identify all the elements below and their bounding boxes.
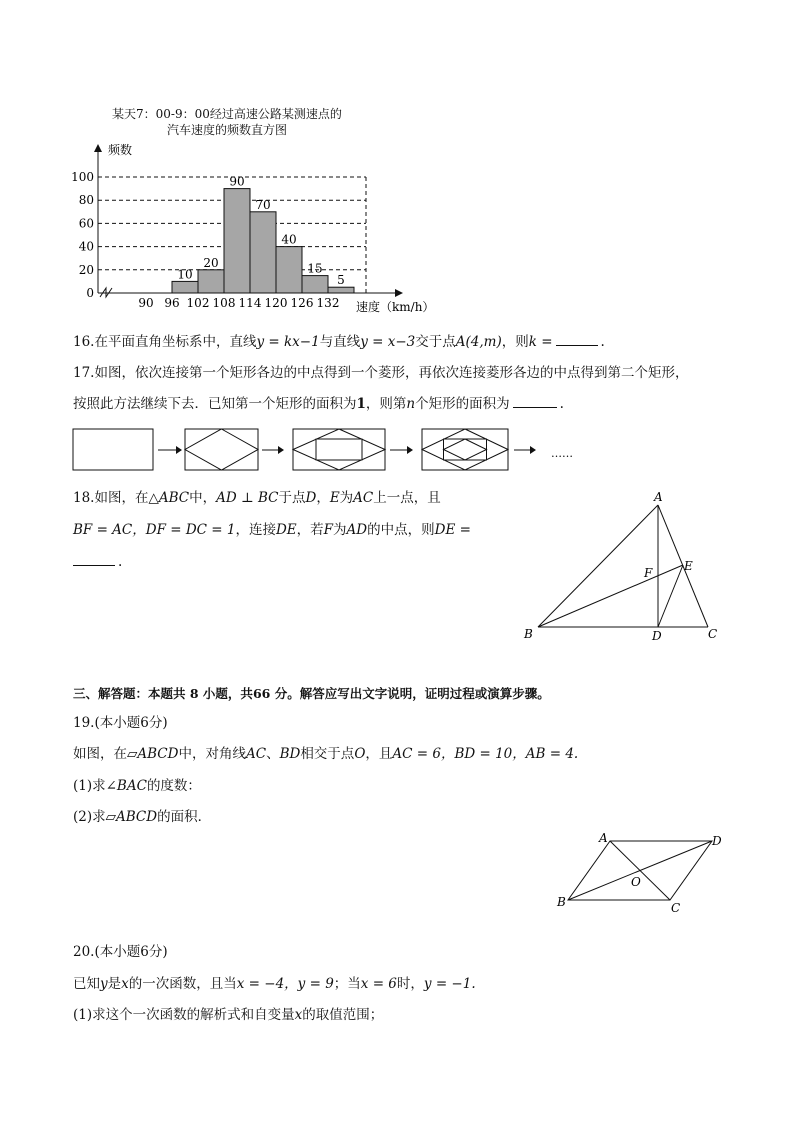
histogram-bar (198, 270, 224, 293)
section3-text-a: 三、解答题：本题共 (73, 686, 186, 701)
bar-value-label: 90 (229, 174, 245, 189)
figure-rect-2 (185, 429, 258, 470)
q19-p1-text-a: (1)求 (73, 778, 106, 794)
q16-k: k = (528, 334, 553, 350)
q18-text-e: 为 (339, 490, 354, 506)
q18-DE: DE (275, 522, 297, 538)
histogram-bar (302, 276, 328, 293)
q19-BD: BD (279, 746, 301, 762)
q18-text-i: 为 (333, 522, 347, 538)
y-axis-label: 频数 (108, 143, 133, 157)
section3-text-c: 分。解答应写出文字说明，证明过程或演算步骤。 (270, 686, 550, 701)
q18-answer-blank[interactable] (73, 552, 115, 566)
q17-text-a: 按照此方法继续下去．已知第一个矩形的面积为 (73, 396, 357, 412)
q18-triangle-figure (515, 488, 735, 648)
x-tick-label: 102 (186, 296, 210, 310)
q20-part1 (73, 1005, 383, 1025)
q18-text-c: 于点 (278, 490, 306, 506)
q18-DE2: DE = (434, 522, 471, 538)
q18-F: F (323, 522, 334, 538)
q20-text-a: 已知 (73, 976, 100, 992)
q19-statement (73, 744, 578, 764)
q17-text-c: 个矩形的面积为 (415, 396, 510, 412)
bar-value-label: 10 (177, 267, 193, 282)
question-17-line2 (73, 394, 564, 414)
q18-D: D (305, 490, 317, 506)
histogram-bar (276, 247, 302, 293)
label-D: D (712, 834, 722, 848)
q16-expr1: y = kx−1 (256, 334, 320, 350)
q19-values: AC = 6，BD = 10，AB = 4. (392, 746, 579, 762)
q20-cond1: x = −4，y = 9 (236, 976, 334, 992)
q20-statement (73, 974, 476, 994)
q18-end: . (118, 554, 123, 570)
q19-parallelogram-figure (552, 830, 732, 920)
q20-heading: 20.(本小题6分) (73, 944, 168, 960)
y-axis-arrow-icon (94, 144, 102, 152)
x-tick-label: 120 (264, 296, 288, 310)
x-tick-label: 126 (290, 296, 314, 310)
q20-p1-text-a: (1)求这个一次函数的解析式和自变量 (73, 1007, 295, 1023)
figure-rect-3 (293, 429, 385, 470)
x-tick-label: 132 (316, 296, 340, 310)
label-C: C (708, 627, 718, 641)
q19-text-a: 如图，在 (73, 746, 127, 762)
q18-E: E (329, 490, 340, 506)
label-O: O (631, 875, 641, 889)
q18-AD: AD (346, 522, 368, 538)
q16-text-mid2: 交于点 (415, 334, 456, 350)
question-18-line1 (73, 488, 441, 508)
q20-text-d: ；当 (333, 976, 361, 992)
question-18-line3 (73, 552, 122, 572)
x-tick-label: 90 (138, 296, 154, 310)
y-tick-label: 80 (78, 193, 94, 208)
q19-p2-text-b: 的面积． (157, 809, 212, 825)
q18-text-d: ， (316, 490, 330, 506)
histogram-svg (60, 100, 460, 320)
figure-rect-4 (422, 429, 508, 470)
q18-text-j: 的中点，则 (367, 522, 435, 538)
figure-rect-1 (73, 429, 153, 470)
q16-end: . (600, 334, 605, 350)
question-18-line2 (73, 520, 471, 540)
bar-value-label: 70 (255, 197, 271, 212)
histogram-bar (172, 281, 198, 293)
q20-x: x (121, 976, 129, 992)
section3-n66: 66 (252, 686, 271, 701)
q19-angle: ∠BAC (105, 778, 147, 794)
arrow-icon (530, 446, 536, 454)
q18-conditions: BF = AC，DF = DC = 1 (73, 522, 236, 538)
label-B: B (557, 895, 566, 909)
chart-title-line1: 某天7：00-9：00经过高速公路某测速点的 (112, 107, 342, 121)
label-C: C (671, 901, 681, 915)
q16-text-tail: ，则 (501, 334, 529, 350)
q19-p1-text-b: 的度数： (146, 778, 201, 794)
q16-point: A(4,m) (455, 334, 502, 350)
chart-title-line2: 汽车速度的频数直方图 (167, 123, 288, 137)
q20-text-c: 的一次函数，且当 (128, 976, 237, 992)
q20-text-b: 是 (107, 976, 122, 992)
q17-answer-blank[interactable] (513, 394, 557, 408)
q17-ellipsis: …… (551, 447, 573, 460)
q18-text-g: ，连接 (235, 522, 276, 538)
x-tick-label: 96 (164, 296, 180, 310)
q18-text-f: 上一点，且 (373, 490, 441, 506)
question-17-line1: 17.如图，依次连接第一个矩形各边的中点得到一个菱形，再依次连接菱形各边的中点得到第二个矩形， (73, 365, 689, 381)
q18-text-h: ，若 (296, 522, 324, 538)
q19-part2 (73, 807, 211, 827)
label-D: D (652, 629, 662, 643)
x-tick-label: 114 (238, 296, 262, 310)
q18-AC: AC (353, 490, 374, 506)
histogram-bar (328, 287, 354, 293)
q17-rectangle-sequence-figure (70, 426, 590, 476)
q18-triangle: △ABC (148, 490, 190, 506)
q16-expr2: y = x−3 (360, 334, 416, 350)
q20-p1-text-b: 的取值范围； (302, 1007, 384, 1023)
x-axis-arrow-icon (395, 289, 403, 297)
label-E: E (684, 559, 693, 573)
q16-text: 16.在平面直角坐标系中，直线 (73, 334, 257, 350)
q17-end: . (559, 396, 564, 412)
q20-cond3: y = −1. (423, 976, 476, 992)
arrow-icon (278, 446, 284, 454)
q17-n: n (406, 396, 416, 412)
q19-sep: 、 (266, 746, 280, 762)
q17-one: 1 (356, 396, 366, 412)
section3-n8: 8 (185, 686, 203, 701)
y-tick-label: 20 (78, 262, 94, 277)
section3-text-b: 小题，共 (202, 686, 253, 701)
q19-parallelogram: ▱ABCD (127, 746, 179, 762)
bar-value-label: 20 (203, 255, 219, 270)
label-B: B (524, 627, 533, 641)
y-tick-label: 0 (86, 286, 94, 300)
label-F: F (644, 566, 653, 580)
label-A: A (654, 490, 663, 504)
q18-perp: AD ⊥ BC (216, 490, 279, 506)
histogram-bar (224, 189, 250, 293)
x-axis-label: 速度（km/h） (356, 300, 435, 314)
q20-text-e: 时， (396, 976, 424, 992)
bar-value-label: 15 (307, 261, 323, 276)
q19-parallelogram-2: ▱ABCD (105, 809, 158, 825)
q19-heading: 19.(本小题6分) (73, 715, 168, 731)
q19-text-b: 中，对角线 (178, 746, 246, 762)
q19-O: O (354, 746, 366, 762)
question-16 (73, 332, 605, 352)
arrow-icon (176, 446, 182, 454)
q17-text-b: ，则第 (365, 396, 407, 412)
label-A: A (599, 831, 608, 845)
q19-text-c: 相交于点 (300, 746, 355, 762)
y-tick-label: 60 (78, 216, 94, 231)
q16-answer-blank[interactable] (556, 332, 598, 346)
q19-part1 (73, 776, 201, 796)
histogram-figure (60, 100, 460, 320)
y-tick-label: 100 (71, 170, 94, 184)
bar-value-label: 40 (281, 232, 297, 247)
x-tick-label: 108 (212, 296, 236, 310)
q18-text-b: 中， (189, 490, 217, 506)
q18-text-a: 18.如图，在 (73, 490, 149, 506)
q19-text-d: ，且 (365, 746, 393, 762)
q20-y: y (100, 976, 108, 992)
bar-value-label: 5 (337, 273, 345, 288)
q19-p2-text-a: (2)求 (73, 809, 106, 825)
q20-cond2: x = 6 (360, 976, 397, 992)
section-3-heading (73, 684, 550, 704)
q20-x2: x (294, 1007, 303, 1023)
q19-AC: AC (245, 746, 267, 762)
y-tick-label: 40 (78, 239, 94, 254)
arrow-icon (407, 446, 413, 454)
q16-text-mid: 与直线 (319, 334, 361, 350)
histogram-bar (250, 212, 276, 293)
